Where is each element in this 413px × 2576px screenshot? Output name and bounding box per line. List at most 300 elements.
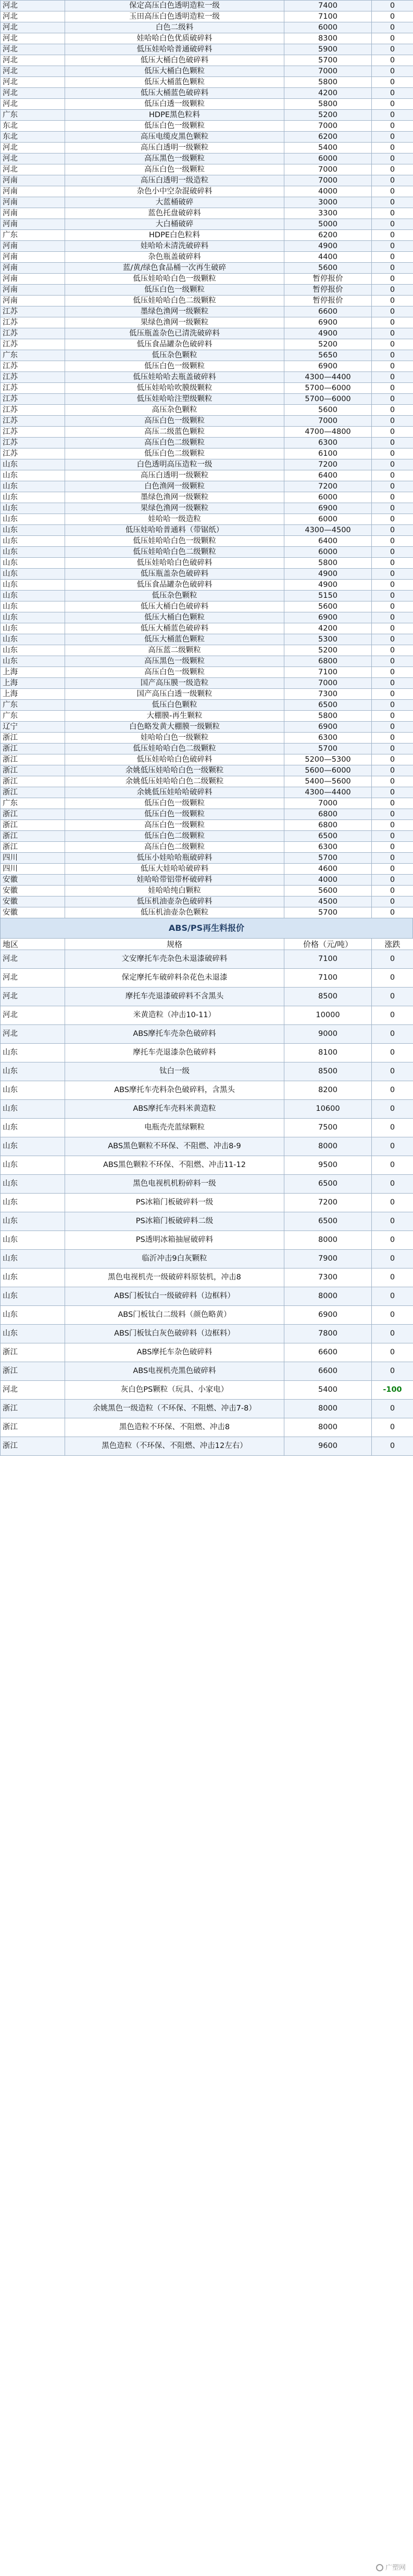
table-row <box>1 601 413 612</box>
table-row <box>1 1062 413 1081</box>
cell-change: 0 <box>372 208 413 219</box>
cell-region: 河北 <box>1 1006 65 1025</box>
cell-spec: PS透明冰箱抽屉破碎料 <box>65 1231 284 1250</box>
cell-spec: 摩托车壳退漆杂色破碎料 <box>65 1044 284 1062</box>
cell-price: 6800 <box>284 820 372 831</box>
cell-price: 暂停报价 <box>284 285 372 296</box>
cell-change: 0 <box>372 1325 413 1343</box>
cell-price: 暂停报价 <box>284 296 372 306</box>
table-row <box>1 306 413 317</box>
cell-price: 7000 <box>284 798 372 809</box>
cell-region: 江苏 <box>1 328 65 339</box>
table-row <box>1 798 413 809</box>
cell-change: 0 <box>372 1156 413 1175</box>
cell-region: 浙江 <box>1 842 65 853</box>
cell-spec: 保定高压白色透明造粒一级 <box>65 1 284 11</box>
cell-spec: 低压白色二级颗粒 <box>65 831 284 842</box>
cell-price: 6000 <box>284 547 372 558</box>
table-row <box>1 1175 413 1194</box>
cell-price: 8000 <box>284 1287 372 1306</box>
cell-region: 河南 <box>1 175 65 186</box>
cell-region: 浙江 <box>1 1437 65 1456</box>
cell-spec: 娃哈哈白色优质破碎料 <box>65 33 284 44</box>
table-row <box>1 1194 413 1212</box>
cell-spec: 低压娃哈哈普通料（带锯纸） <box>65 525 284 536</box>
cell-spec: ABS电视机壳黑色破碎料 <box>65 1362 284 1381</box>
cell-price: 4500 <box>284 896 372 907</box>
cell-change: 0 <box>372 580 413 591</box>
cell-price: 6900 <box>284 361 372 372</box>
table-row <box>1 219 413 230</box>
table-row <box>1 88 413 99</box>
cell-price: 4400 <box>284 252 372 263</box>
cell-region: 山东 <box>1 634 65 645</box>
cell-change: 0 <box>372 689 413 700</box>
cell-price: 6200 <box>284 230 372 241</box>
cell-spec: ABS摩托车壳料米黄造粒 <box>65 1100 284 1119</box>
cell-change: 0 <box>372 1044 413 1062</box>
cell-spec: 高压电缆皮黑色颗粒 <box>65 132 284 143</box>
cell-change: 0 <box>372 722 413 733</box>
cell-spec: 低压小娃哈哈瓶破碎料 <box>65 853 284 864</box>
table-row <box>1 438 413 448</box>
cell-price: 6800 <box>284 656 372 667</box>
cell-region: 山东 <box>1 1268 65 1287</box>
cell-price: 6500 <box>284 831 372 842</box>
cell-spec: 国产高压白透一级颗粒 <box>65 689 284 700</box>
cell-change: 0 <box>372 1287 413 1306</box>
cell-spec: 黑色造粒（不环保、不阻燃、冲击12左右） <box>65 1437 284 1456</box>
cell-price: 4000 <box>284 875 372 886</box>
cell-region: 江苏 <box>1 361 65 372</box>
cell-change: 0 <box>372 547 413 558</box>
table-row <box>1 241 413 252</box>
cell-spec: 低压瓶盖杂色破碎料 <box>65 569 284 580</box>
cell-spec: HDPE黑色粒料 <box>65 110 284 121</box>
cell-region: 安徽 <box>1 907 65 918</box>
cell-price: 6000 <box>284 153 372 164</box>
cell-change: 0 <box>372 700 413 711</box>
cell-spec: 低压娃哈哈注塑级颗粒 <box>65 394 284 405</box>
cell-region: 河北 <box>1 55 65 66</box>
cell-region: 浙江 <box>1 820 65 831</box>
table-row <box>1 1119 413 1137</box>
cell-change: 0 <box>372 143 413 153</box>
cell-change: 0 <box>372 1306 413 1325</box>
cell-spec: 电瓶壳壳蓝绿颗粒 <box>65 1119 284 1137</box>
cell-region: 河北 <box>1 143 65 153</box>
cell-spec: 娃哈哈白色一级颗粒 <box>65 733 284 744</box>
cell-region: 浙江 <box>1 787 65 798</box>
cell-change: 0 <box>372 831 413 842</box>
cell-spec: 白色透明高压造粒一级 <box>65 459 284 470</box>
cell-price: 5200 <box>284 339 372 350</box>
cell-price: 7100 <box>284 950 372 969</box>
cell-spec: 低压机油壶杂色破碎料 <box>65 896 284 907</box>
cell-spec: 黑色电视机机粉碎料一级 <box>65 1175 284 1194</box>
cell-change: 0 <box>372 241 413 252</box>
cell-spec: 国产高压膜一级造粒 <box>65 678 284 689</box>
cell-spec: 低压大娃哈哈破碎料 <box>65 864 284 875</box>
table-row <box>1 339 413 350</box>
table-row <box>1 416 413 427</box>
cell-spec: 黑色造粒不环保、不阻燃、冲击8 <box>65 1418 284 1437</box>
cell-change: 0 <box>372 733 413 744</box>
cell-spec: 低压大桶白色颗粒 <box>65 66 284 77</box>
cell-region: 山东 <box>1 645 65 656</box>
cell-price: 7000 <box>284 416 372 427</box>
cell-spec: 高压白色一级颗粒 <box>65 164 284 175</box>
cell-price: 4700—4800 <box>284 427 372 438</box>
cell-spec: 低压娃哈哈白色二级颗粒 <box>65 296 284 306</box>
cell-region: 河北 <box>1 22 65 33</box>
cell-spec: 低压白色一级颗粒 <box>65 121 284 132</box>
cell-region: 山东 <box>1 1044 65 1062</box>
table-row <box>1 285 413 296</box>
cell-region: 河北 <box>1 77 65 88</box>
cell-spec: 娃哈哈纯白颗粒 <box>65 886 284 896</box>
cell-region: 河北 <box>1 33 65 44</box>
cell-price: 7200 <box>284 1194 372 1212</box>
cell-price: 6800 <box>284 809 372 820</box>
cell-price: 7900 <box>284 1250 372 1268</box>
cell-spec: 高压黑色一级颗粒 <box>65 656 284 667</box>
cell-spec: 高压白透明一级造粒 <box>65 175 284 186</box>
cell-price: 7000 <box>284 175 372 186</box>
cell-change: 0 <box>372 427 413 438</box>
abs-ps-section-title: ABS/PS再生料报价 <box>0 918 413 938</box>
cell-change: 0 <box>372 219 413 230</box>
cell-change: 0 <box>372 634 413 645</box>
cell-spec: 低压食品罐杂色破碎料 <box>65 339 284 350</box>
table-row <box>1 645 413 656</box>
cell-spec: 低压杂色颗粒 <box>65 591 284 601</box>
table-row <box>1 733 413 744</box>
cell-change: 0 <box>372 121 413 132</box>
cell-price: 5700 <box>284 853 372 864</box>
cell-price: 7100 <box>284 667 372 678</box>
table-row <box>1 678 413 689</box>
cell-spec: ABS摩托车壳杂色破碎料 <box>65 1025 284 1044</box>
table-row <box>1 591 413 601</box>
cell-region: 辽宁 <box>1 722 65 733</box>
abs-ps-price-rows <box>1 950 413 1456</box>
cell-spec: 高压白色一级颗粒 <box>65 667 284 678</box>
table-row <box>1 110 413 121</box>
cell-change: 0 <box>372 1 413 11</box>
cell-price: 7200 <box>284 459 372 470</box>
cell-change: 0 <box>372 274 413 285</box>
table-row <box>1 448 413 459</box>
table-row <box>1 143 413 153</box>
cell-region: 山东 <box>1 623 65 634</box>
cell-price: 4300—4500 <box>284 525 372 536</box>
cell-change: 0 <box>372 765 413 776</box>
cell-change: 0 <box>372 875 413 886</box>
table-row <box>1 536 413 547</box>
cell-region: 浙江 <box>1 733 65 744</box>
cell-change: 0 <box>372 1418 413 1437</box>
cell-spec: 高压二级蓝色颗粒 <box>65 427 284 438</box>
cell-region: 河南 <box>1 285 65 296</box>
cell-spec: 低压娃哈哈普通破碎料 <box>65 44 284 55</box>
cell-price: 6300 <box>284 733 372 744</box>
table-row <box>1 1212 413 1231</box>
cell-spec: 大棚膜-再生颗粒 <box>65 711 284 722</box>
cell-spec: 低压娃哈哈吹膜级颗粒 <box>65 383 284 394</box>
cell-change: 0 <box>372 22 413 33</box>
cell-price: 6300 <box>284 438 372 448</box>
cell-price: 6500 <box>284 700 372 711</box>
cell-change: 0 <box>372 809 413 820</box>
cell-region: 山东 <box>1 1287 65 1306</box>
cell-spec: 摩托车壳退漆破碎料不含黑头 <box>65 988 284 1006</box>
cell-spec: 低压大桶白色颗粒 <box>65 612 284 623</box>
cell-region: 山东 <box>1 1100 65 1119</box>
cell-price: 3300 <box>284 208 372 219</box>
cell-region: 浙江 <box>1 744 65 754</box>
cell-price: 4200 <box>284 88 372 99</box>
cell-region: 浙江 <box>1 831 65 842</box>
cell-region: 河北 <box>1 44 65 55</box>
cell-region: 河南 <box>1 263 65 274</box>
cell-change: 0 <box>372 470 413 481</box>
cell-price: 6100 <box>284 448 372 459</box>
cell-price: 6900 <box>284 612 372 623</box>
cell-spec: 低压大桶白色破碎料 <box>65 601 284 612</box>
cell-spec: 果绿色渔网一级颗粒 <box>65 317 284 328</box>
cell-spec: 保定摩托车破碎料杂花色未退漆 <box>65 969 284 988</box>
cell-spec: 低压白色一级颗粒 <box>65 809 284 820</box>
table-row <box>1 11 413 22</box>
cell-price: 8500 <box>284 988 372 1006</box>
cell-change: 0 <box>372 339 413 350</box>
table-row <box>1 722 413 733</box>
cell-spec: 高压黑色一级颗粒 <box>65 153 284 164</box>
cell-price: 6500 <box>284 1212 372 1231</box>
cell-change: 0 <box>372 612 413 623</box>
table-row <box>1 132 413 143</box>
cell-spec: 低压大桶白色破碎料 <box>65 55 284 66</box>
cell-change: 0 <box>372 481 413 492</box>
table-row <box>1 988 413 1006</box>
cell-change: 0 <box>372 230 413 241</box>
cell-region: 山东 <box>1 1081 65 1100</box>
table-row <box>1 328 413 339</box>
table-row <box>1 405 413 416</box>
table-row <box>1 580 413 591</box>
cell-price: 5650 <box>284 350 372 361</box>
cell-region: 安徽 <box>1 875 65 886</box>
cell-change: 0 <box>372 514 413 525</box>
cell-change: 0 <box>372 744 413 754</box>
cell-region: 江苏 <box>1 383 65 394</box>
cell-change: 0 <box>372 536 413 547</box>
cell-price: 4300—4400 <box>284 372 372 383</box>
cell-spec: 蓝色托盘破碎料 <box>65 208 284 219</box>
cell-change: 0 <box>372 1400 413 1418</box>
cell-change: 0 <box>372 252 413 263</box>
cell-price: 7100 <box>284 11 372 22</box>
cell-change: 0 <box>372 459 413 470</box>
table-row <box>1 1418 413 1437</box>
cell-price: 6000 <box>284 514 372 525</box>
cell-spec: 墨绿色渔网一级颗粒 <box>65 492 284 503</box>
cell-spec: 低压娃哈哈白色破碎料 <box>65 754 284 765</box>
cell-change: 0 <box>372 591 413 601</box>
table-row <box>1 383 413 394</box>
cell-spec: 低压食品罐杂色破碎料 <box>65 580 284 591</box>
cell-spec: 白色略发黄大棚膜一级颗粒 <box>65 722 284 733</box>
cell-region: 广东 <box>1 230 65 241</box>
table-row <box>1 1081 413 1100</box>
cell-region: 江苏 <box>1 372 65 383</box>
table-row <box>1 842 413 853</box>
cell-region: 安徽 <box>1 896 65 907</box>
table-row <box>1 470 413 481</box>
cell-change: 0 <box>372 1343 413 1362</box>
cell-change: 0 <box>372 66 413 77</box>
table-row <box>1 1156 413 1175</box>
cell-price: 6200 <box>284 132 372 143</box>
table-row <box>1 667 413 678</box>
cell-spec: 低压杂色颗粒 <box>65 350 284 361</box>
cell-change: 0 <box>372 907 413 918</box>
cell-spec: 高压白透明一级颗粒 <box>65 470 284 481</box>
cell-change: 0 <box>372 1194 413 1212</box>
cell-price: 7000 <box>284 66 372 77</box>
cell-change: 0 <box>372 132 413 143</box>
cell-spec: 文安摩托车壳杂色未退漆破碎料 <box>65 950 284 969</box>
cell-price: 9500 <box>284 1156 372 1175</box>
cell-price: 5800 <box>284 558 372 569</box>
table-row <box>1 1362 413 1381</box>
cell-price: 6400 <box>284 536 372 547</box>
table-row <box>1 44 413 55</box>
table-row <box>1 820 413 831</box>
cell-change: 0 <box>372 842 413 853</box>
cell-spec: 玉田高压白色透明造粒一级 <box>65 11 284 22</box>
cell-region: 东北 <box>1 132 65 143</box>
table-row <box>1 831 413 842</box>
cell-spec: ABS黑色颗粒不环保、不阻燃、冲击8-9 <box>65 1137 284 1156</box>
cell-spec: 低压白色一级颗粒 <box>65 361 284 372</box>
table-row <box>1 274 413 285</box>
table-row <box>1 252 413 263</box>
cell-change: 0 <box>372 1062 413 1081</box>
cell-region: 山东 <box>1 1119 65 1137</box>
cell-region: 浙江 <box>1 754 65 765</box>
table-row <box>1 711 413 722</box>
cell-region: 山东 <box>1 1306 65 1325</box>
cell-change: 0 <box>372 197 413 208</box>
cell-region: 浙江 <box>1 1362 65 1381</box>
cell-change: -100 <box>372 1381 413 1400</box>
cell-region: 山东 <box>1 470 65 481</box>
cell-price: 3000 <box>284 197 372 208</box>
cell-spec: ABS黑色颗粒不环保、不阻燃、冲击11-12 <box>65 1156 284 1175</box>
table-row <box>1 1287 413 1306</box>
cell-price: 6400 <box>284 470 372 481</box>
cell-region: 河南 <box>1 296 65 306</box>
cell-price: 7500 <box>284 1119 372 1137</box>
cell-price: 5200 <box>284 110 372 121</box>
cell-change: 0 <box>372 1081 413 1100</box>
cell-region: 四川 <box>1 853 65 864</box>
cell-change: 0 <box>372 416 413 427</box>
table-row <box>1 492 413 503</box>
cell-price: 7300 <box>284 1268 372 1287</box>
table-row <box>1 525 413 536</box>
cell-change: 0 <box>372 1137 413 1156</box>
cell-region: 广东 <box>1 700 65 711</box>
cell-spec: 高压杂色颗粒 <box>65 405 284 416</box>
cell-price: 5800 <box>284 99 372 110</box>
cell-spec: 低压娃哈哈白色一级颗粒 <box>65 274 284 285</box>
cell-price: 暂停报价 <box>284 274 372 285</box>
table-row <box>1 700 413 711</box>
cell-price: 6600 <box>284 1362 372 1381</box>
cell-price: 4600 <box>284 864 372 875</box>
cell-spec: 低压瓶盖杂色已清洗破碎料 <box>65 328 284 339</box>
cell-change: 0 <box>372 776 413 787</box>
cell-change: 0 <box>372 950 413 969</box>
cell-price: 5800 <box>284 711 372 722</box>
cell-change: 0 <box>372 969 413 988</box>
cell-region: 山东 <box>1 525 65 536</box>
table-row <box>1 612 413 623</box>
table-row <box>1 361 413 372</box>
cell-price: 5200—5300 <box>284 754 372 765</box>
cell-spec: 蓝/黄/绿色食品桶一次再生破碎 <box>65 263 284 274</box>
cell-price: 8000 <box>284 1231 372 1250</box>
cell-price: 7400 <box>284 1 372 11</box>
cell-price: 9600 <box>284 1437 372 1456</box>
cell-region: 山东 <box>1 481 65 492</box>
cell-region: 东北 <box>1 121 65 132</box>
cell-region: 河南 <box>1 274 65 285</box>
cell-price: 7300 <box>284 689 372 700</box>
cell-change: 0 <box>372 798 413 809</box>
table-row <box>1 1400 413 1418</box>
cell-price: 6900 <box>284 317 372 328</box>
cell-change: 0 <box>372 853 413 864</box>
cell-region: 广东 <box>1 350 65 361</box>
cell-price: 6000 <box>284 492 372 503</box>
cell-region: 河北 <box>1 1 65 11</box>
table-row <box>1 1231 413 1250</box>
abs-ps-header-row <box>1 939 413 950</box>
cell-spec: 娃哈哈未清洗破碎料 <box>65 241 284 252</box>
table-row <box>1 1306 413 1325</box>
cell-spec: 余姚低压娃哈哈白色一级颗粒 <box>65 765 284 776</box>
cell-price: 6900 <box>284 503 372 514</box>
cell-price: 6500 <box>284 1175 372 1194</box>
cell-price: 8100 <box>284 1044 372 1062</box>
cell-price: 6900 <box>284 1306 372 1325</box>
table-row <box>1 22 413 33</box>
cell-price: 6600 <box>284 1343 372 1362</box>
cell-price: 7000 <box>284 678 372 689</box>
table-row <box>1 1006 413 1025</box>
cell-spec: 低压大桶蓝色破碎料 <box>65 623 284 634</box>
cell-spec: 大蓝桶破碎 <box>65 197 284 208</box>
cell-change: 0 <box>372 1268 413 1287</box>
cell-change: 0 <box>372 175 413 186</box>
cell-change: 0 <box>372 394 413 405</box>
cell-spec: 高压白透明一级颗粒 <box>65 143 284 153</box>
cell-spec: 果绿色渔网一级颗粒 <box>65 503 284 514</box>
